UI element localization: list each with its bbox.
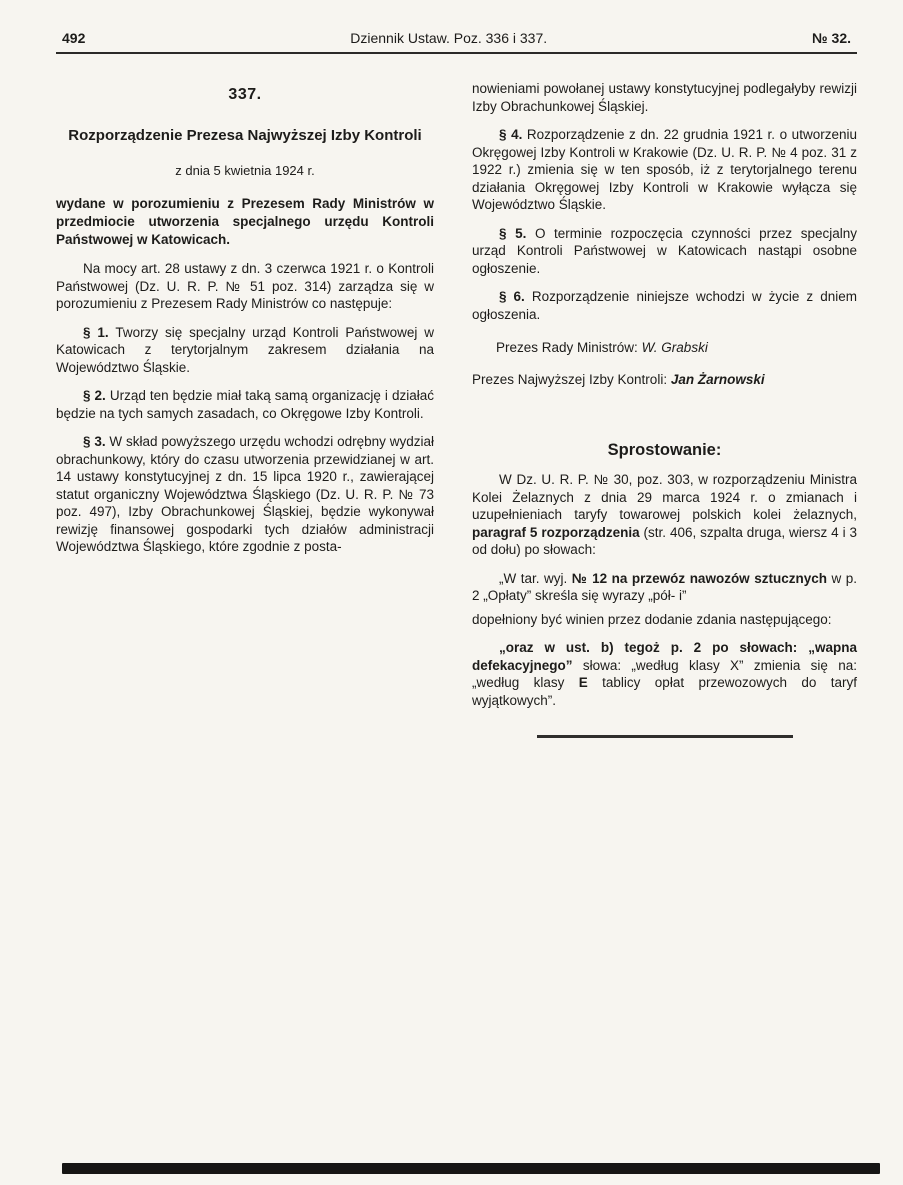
correction-quote2-seg0: „oraz w ust. b) tegoż p. 2 po słowach: „wapna defekacyjnego” bbox=[472, 640, 857, 673]
signature-title-1: Prezes Rady Ministrów: bbox=[496, 340, 638, 355]
signature-name-2: Jan Żarnowski bbox=[670, 372, 765, 387]
section-text-1: Tworzy się specjalny urząd Kontroli Państwowej w Katowicach z terytorjalnym zakresem działania na Województwo Śląskie. bbox=[56, 324, 434, 375]
two-column-layout bbox=[56, 78, 857, 738]
section-divider bbox=[537, 735, 793, 738]
section-label-1: § 1. bbox=[83, 324, 109, 340]
section-paragraph-2 bbox=[56, 387, 434, 422]
header-title: Dziennik Ustaw. Poz. 336 i 337. bbox=[350, 30, 548, 46]
section-label-6: § 6. bbox=[499, 289, 525, 304]
signature-prime-minister bbox=[472, 340, 857, 355]
section-paragraph-5 bbox=[472, 225, 857, 278]
signature-title-2: Prezes Najwyższej Izby Kontroli: bbox=[472, 372, 668, 387]
section-text-2: Urząd ten będzie miał taką samą organizację i działać będzie na tych samych zasadach, co Okręgowe Izby Kontroli. bbox=[56, 388, 434, 421]
section-text-6: Rozporządzenie niniejsze wchodzi w życie z dniem ogłoszenia. bbox=[472, 289, 857, 322]
section-paragraph-1 bbox=[56, 324, 434, 377]
correction-intro-seg1: paragraf 5 rozporządzenia bbox=[472, 524, 640, 540]
left-column bbox=[56, 78, 434, 738]
page-number: 492 bbox=[62, 30, 86, 46]
correction-quote1-seg1: № 12 na przewóz nawozów sztucznych bbox=[571, 570, 827, 586]
section-text-5: O terminie rozpoczęcia czynności przez specjalny urząd Kontroli Państwowej w Katowicach nastąpi osobne ogłoszenie. bbox=[472, 225, 857, 276]
intro-text: Na mocy art. 28 ustawy z dn. 3 czerwca 1921 r. o Kontroli Państwowej (Dz. U. R. P. № 51 poz. 314) zarządza się w porozumieniu z Prezesem Rady Ministrów co następuje: bbox=[56, 261, 434, 311]
continuation-text: nowieniami powołanej ustawy konstytucyjnej podlegałyby rewizji Izby Obrachunkowej Śląskiej. bbox=[472, 81, 857, 114]
section-label-2: § 2. bbox=[83, 388, 106, 403]
page-header bbox=[56, 30, 857, 52]
correction-section bbox=[472, 471, 857, 709]
section-text-3: W skład powyższego urzędu wchodzi odrębny wydział obrachunkowy, który do czasu utworzenia przewidzianej w art. 14 ustawy konstytucyjnej z dn. 15 lipca 1920 r., zawierającej statut organiczny Województwa Śląskiego (Dz. U. R. P. № 73 poz. 497), Izby Obrachunkowej Śląskiej, będzie wykonywał rewizję finansowej gospodarki tych działów administracji Województwa Śląskiego, które zgodnie z posta- bbox=[56, 434, 434, 554]
correction-quote1-paragraph bbox=[472, 570, 857, 605]
correction-quote2-paragraph bbox=[472, 639, 857, 709]
section-text-4: Rozporządzenie z dn. 22 grudnia 1921 r. o utworzeniu Okręgowej Izby Kontroli w Krakowie (Dz. U. R. P. № 4 poz. 31 z 1922 r.) zmienia się w ten sposób, iż z terytorjalnego terenu działania Okręgowej Izby Kontroli w Krakowie wyłącza się Województwo Śląskie. bbox=[472, 127, 857, 212]
section-label-4: § 4. bbox=[499, 127, 523, 142]
intro-paragraph bbox=[56, 260, 434, 313]
correction-quote2-seg1: słowa: „według klasy X” zmienia się na: „według klasy bbox=[472, 657, 857, 690]
correction-quote1-seg2: w p. 2 „Opłaty” skreśla się wyrazy „pół- i” bbox=[472, 570, 858, 603]
correction-intro-paragraph bbox=[472, 471, 857, 559]
article-title: Rozporządzenie Prezesa Najwyższej Izby Kontroli bbox=[68, 127, 422, 144]
correction-quote1-seg0: „W tar. wyj. bbox=[499, 570, 572, 586]
section-paragraph-6 bbox=[472, 288, 857, 323]
right-column bbox=[472, 78, 857, 738]
header-rule bbox=[56, 52, 857, 54]
section-paragraph-3 bbox=[56, 433, 434, 556]
section-label-5: § 5. bbox=[499, 225, 527, 241]
article-number: 337. bbox=[228, 86, 262, 103]
correction-quote2-seg3: tablicy opłat przewozowych do taryf wyjątkowych”. bbox=[472, 675, 857, 708]
continuation-paragraph bbox=[472, 80, 857, 115]
article-subtitle: wydane w porozumieniu z Prezesem Rady Ministrów w przedmiocie utworzenia specjalnego urzędu Kontroli Państwowej w Katowicach. bbox=[56, 196, 434, 247]
correction-bridge-paragraph bbox=[472, 611, 857, 629]
signature-control-president bbox=[472, 372, 857, 387]
issue-number: № 32. bbox=[812, 30, 851, 46]
correction-quote2-seg2: E bbox=[578, 675, 588, 690]
article-date-line: z dnia 5 kwietnia 1924 r. bbox=[175, 163, 315, 178]
scan-edge-bar bbox=[62, 1163, 880, 1174]
section-paragraph-4 bbox=[472, 126, 857, 214]
correction-intro-seg0: W Dz. U. R. P. № 30, poz. 303, w rozporządzeniu Ministra Kolei Żelaznych z dnia 29 marca 1924 r. o zmianach i uzupełnieniach taryfy towarowej polskich kolei żelaznych, bbox=[472, 472, 857, 522]
section-label-3: § 3. bbox=[83, 434, 106, 449]
correction-bridge-text: dopełniony być winien przez dodanie zdania następującego: bbox=[472, 611, 832, 627]
correction-heading: Sprostowanie: bbox=[607, 441, 722, 459]
signature-name-1: W. Grabski bbox=[641, 340, 708, 355]
correction-intro-seg2: (str. 406, szpalta druga, wiersz 4 i 3 od dołu) po słowach: bbox=[472, 524, 857, 557]
